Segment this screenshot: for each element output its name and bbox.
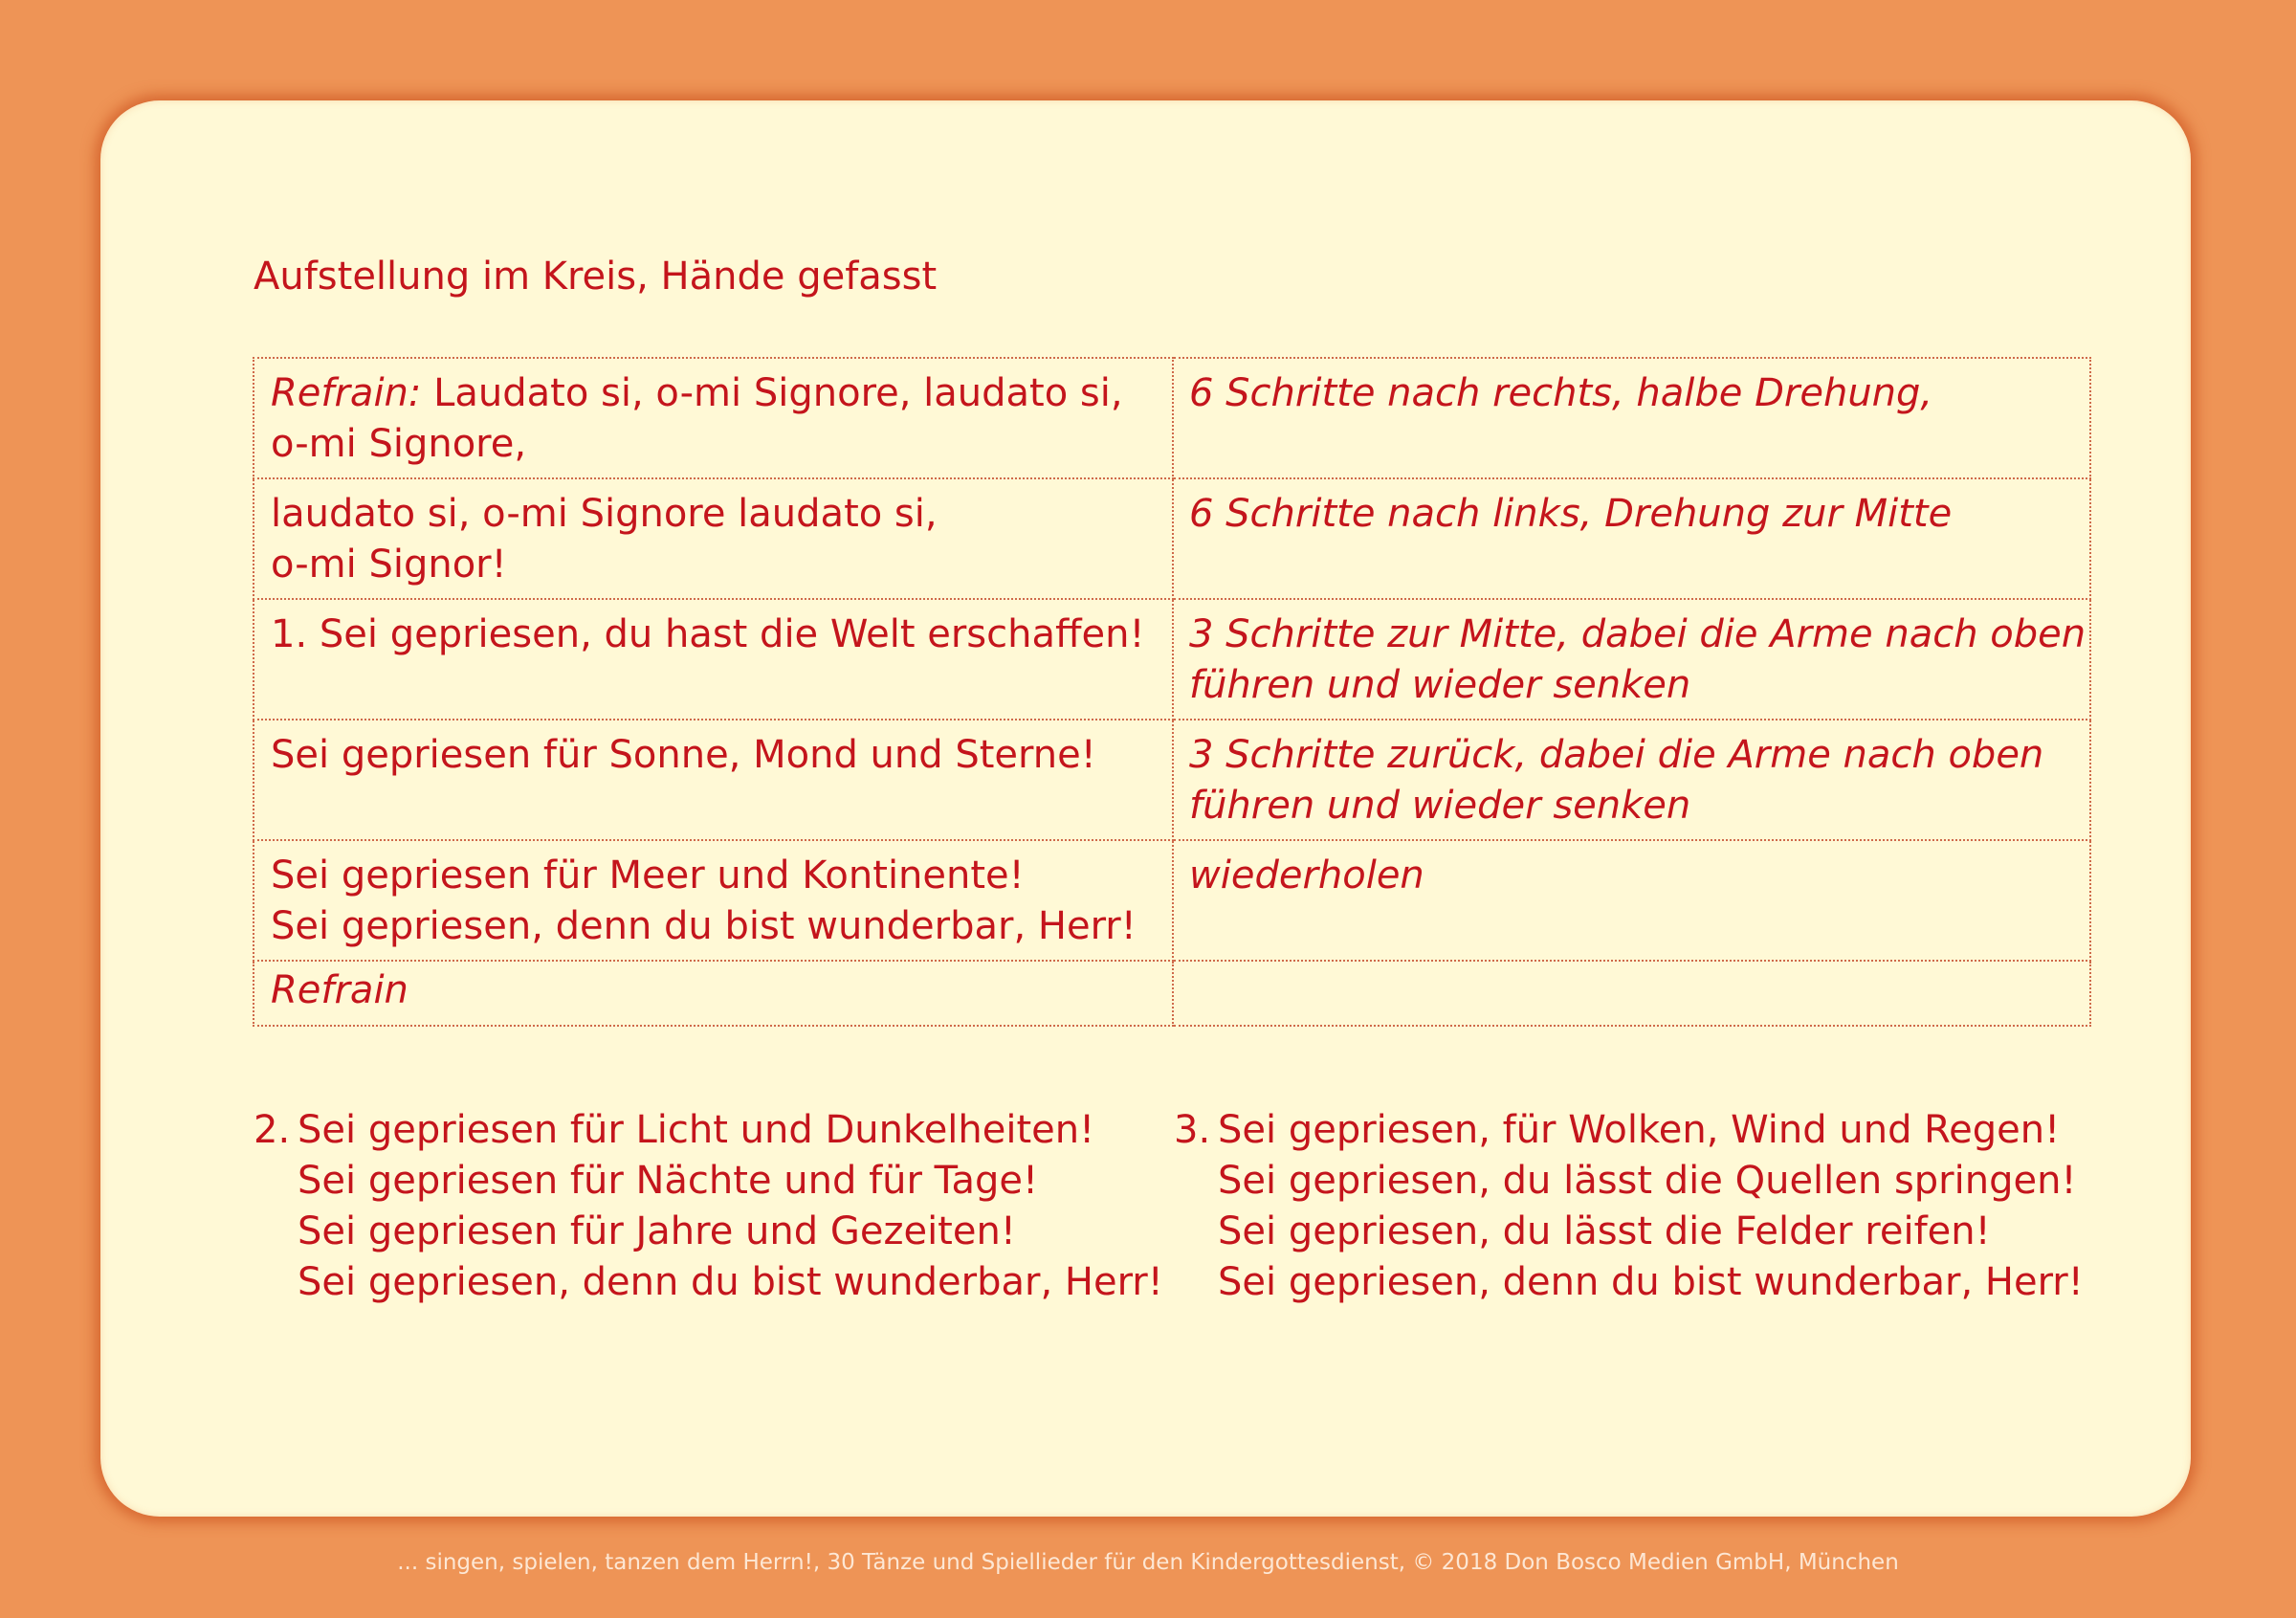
lyrics-line: o-mi Signor! [271, 543, 507, 587]
verse-2 [254, 1105, 1163, 1308]
verse-line: Sei gepriesen, du lässt die Quellen springen! [1218, 1159, 2077, 1203]
lyrics-cell [254, 840, 1173, 961]
table-row [254, 840, 2090, 961]
lyrics-line: Sei gepriesen für Sonne, Mond und Sterne! [271, 733, 1096, 777]
verse-3 [1174, 1105, 2084, 1308]
refrain-label: Refrain: [271, 371, 422, 415]
table-row [254, 478, 2090, 599]
movement-line: führen und wieder senken [1189, 784, 1691, 828]
movement-cell [1173, 478, 2090, 599]
movement-cell [1173, 358, 2090, 478]
table-row [254, 961, 2090, 1026]
table-row [254, 599, 2090, 720]
refrain-label: Refrain [271, 968, 408, 1012]
table-row [254, 720, 2090, 840]
lyrics-cell [254, 720, 1173, 840]
lyrics-line: o-mi Signore, [271, 422, 527, 466]
verse-number: 3. [1174, 1108, 1211, 1152]
movement-line: führen und wieder senken [1189, 663, 1691, 707]
verse-number: 2. [254, 1108, 291, 1152]
movement-cell [1173, 720, 2090, 840]
setup-instruction: Aufstellung im Kreis, Hände gefasst [254, 255, 938, 299]
movement-line: 6 Schritte nach links, Drehung zur Mitte [1189, 492, 1953, 536]
verse-line: Sei gepriesen, für Wolken, Wind und Regen! [1218, 1108, 2061, 1152]
movement-line: 3 Schritte zur Mitte, dabei die Arme nach oben [1189, 612, 2086, 656]
lyrics-cell [254, 478, 1173, 599]
verse-line: Sei gepriesen für Nächte und für Tage! [298, 1159, 1039, 1203]
lyrics-cell [254, 961, 1173, 1026]
copyright-footer: ... singen, spielen, tanzen dem Herrn!, 30 Tänze und Spiellieder für den Kindergottesdienst, © 2018 Don Bosco Medien GmbH, München [397, 1550, 1899, 1575]
movement-line: 6 Schritte nach rechts, halbe Drehung, [1189, 371, 1933, 415]
dance-steps-table [253, 357, 2091, 1027]
table-row [254, 358, 2090, 478]
movement-line: 3 Schritte zurück, dabei die Arme nach oben [1189, 733, 2044, 777]
movement-line: wiederholen [1189, 853, 1424, 898]
verse-line: Sei gepriesen, denn du bist wunderbar, Herr! [298, 1260, 1163, 1304]
movement-cell [1173, 840, 2090, 961]
lyrics-line: Sei gepriesen für Meer und Kontinente! [271, 853, 1025, 898]
movement-cell-empty [1173, 961, 2090, 1026]
lyrics-line: 1. Sei gepriesen, du hast die Welt erschaffen! [271, 612, 1145, 656]
lyrics-line: Laudato si, o-mi Signore, laudato si, [421, 371, 1123, 415]
verse-line: Sei gepriesen für Jahre und Gezeiten! [298, 1209, 1016, 1253]
lyrics-line: laudato si, o-mi Signore laudato si, [271, 492, 938, 536]
verse-line: Sei gepriesen, denn du bist wunderbar, Herr! [1218, 1260, 2084, 1304]
lyrics-cell [254, 599, 1173, 720]
verse-line: Sei gepriesen für Licht und Dunkelheiten! [298, 1108, 1095, 1152]
lyrics-line: Sei gepriesen, denn du bist wunderbar, Herr! [271, 904, 1137, 948]
movement-cell [1173, 599, 2090, 720]
verse-line: Sei gepriesen, du lässt die Felder reifen! [1218, 1209, 1991, 1253]
lyrics-cell [254, 358, 1173, 478]
